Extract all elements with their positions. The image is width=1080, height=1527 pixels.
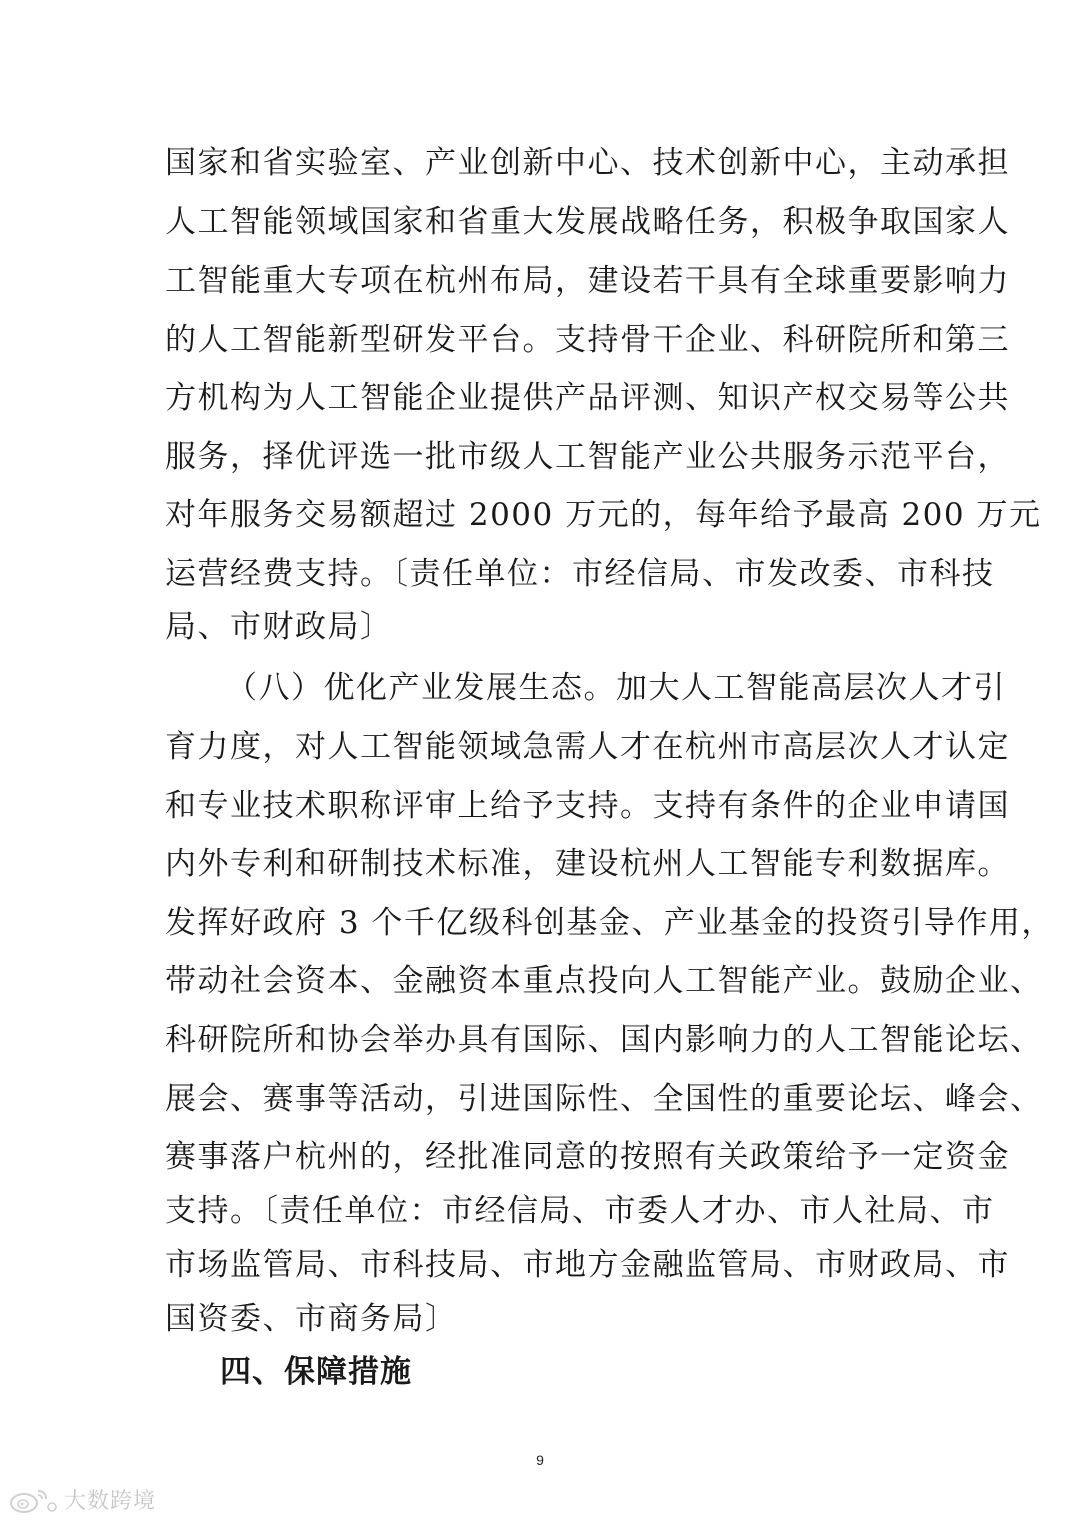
weibo-logo-icon (8, 1485, 58, 1515)
section-heading: 四、保障措施 (220, 1354, 412, 1390)
watermark-text: 大数跨境 (64, 1489, 157, 1514)
body-line-7: 对年服务交易额超过 2000 万元的，每年给予最高 200 万元 (165, 497, 1042, 533)
body-line-12: 和专业技术职称评审上给予支持。支持有条件的企业申请国 (165, 788, 1010, 824)
body-line-11: 育力度，对人工智能领域急需人才在杭州市高层次人才认定 (165, 729, 1010, 765)
body-line-18: 赛事落户杭州的，经批准同意的按照有关政策给予一定资金 (165, 1139, 1010, 1175)
body-line-15: 带动社会资本、金融资本重点投向人工智能产业。鼓励企业、 (165, 963, 1043, 999)
body-line-4: 的人工智能新型研发平台。支持骨干企业、科研院所和第三 (165, 322, 1010, 358)
body-line-6: 服务，择优评选一批市级人工智能产业公共服务示范平台， (165, 439, 1010, 475)
body-line-1: 国家和省实验室、产业创新中心、技术创新中心，主动承担 (165, 145, 1010, 181)
body-line-13: 内外专利和研制技术标准，建设杭州人工智能专利数据库。 (165, 846, 1010, 882)
body-line-19: 支持。〔责任单位：市经信局、市委人才办、市人社局、市 (165, 1193, 995, 1229)
body-line-14: 发挥好政府 3 个千亿级科创基金、产业基金的投资引导作用， (165, 905, 1054, 941)
body-line-3: 工智能重大专项在杭州布局，建设若干具有全球重要影响力 (165, 263, 1010, 299)
paragraph-8-first-line: （八）优化产业发展生态。加大人工智能高层次人才引 (226, 670, 1006, 706)
body-line-5: 方机构为人工智能企业提供产品评测、知识产权交易等公共 (165, 380, 1010, 416)
watermark (8, 1484, 156, 1515)
body-line-8: 运营经费支持。〔责任单位：市经信局、市发改委、市科技 (165, 556, 995, 592)
page-number: 9 (536, 1452, 544, 1468)
body-line-21: 国资委、市商务局〕 (165, 1301, 458, 1337)
body-line-2: 人工智能领域国家和省重大发展战略任务，积极争取国家人 (165, 204, 1010, 240)
body-line-17: 展会、赛事等活动，引进国际性、全国性的重要论坛、峰会、 (165, 1081, 1043, 1117)
body-line-20: 市场监管局、市科技局、市地方金融监管局、市财政局、市 (165, 1247, 1010, 1283)
body-line-16: 科研院所和协会举办具有国际、国内影响力的人工智能论坛、 (165, 1022, 1043, 1058)
body-line-9: 局、市财政局〕 (165, 609, 393, 645)
